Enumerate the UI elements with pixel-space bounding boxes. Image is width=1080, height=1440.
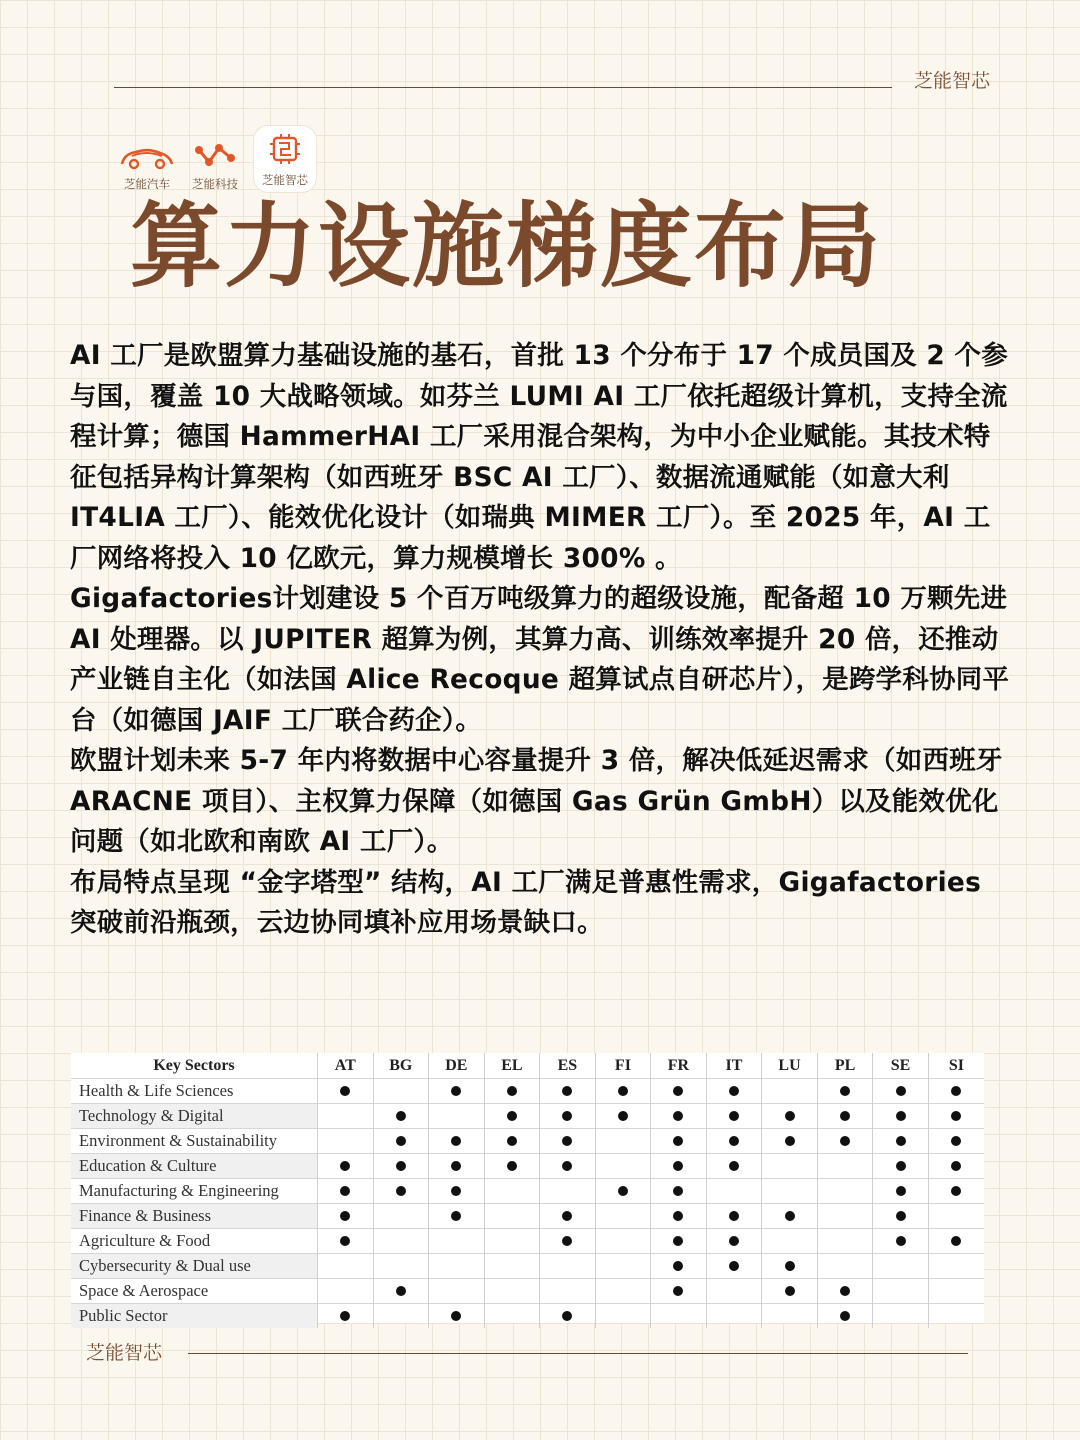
coverage-dot (396, 1111, 406, 1121)
table-cell (484, 1279, 540, 1304)
coverage-dot (840, 1136, 850, 1146)
table-cell (595, 1304, 651, 1329)
sector-name: Cybersecurity & Dual use (71, 1254, 318, 1279)
coverage-dot (673, 1136, 683, 1146)
logo-tech-label: 芝能科技 (192, 177, 238, 191)
table-cell (873, 1129, 929, 1154)
coverage-dot (396, 1186, 406, 1196)
coverage-dot (507, 1136, 517, 1146)
page-title: 算力设施梯度布局 (130, 193, 883, 300)
chip-icon (267, 132, 303, 166)
table-cell (817, 1279, 873, 1304)
table-cell (484, 1104, 540, 1129)
coverage-dot (785, 1211, 795, 1221)
table-cell (928, 1154, 984, 1179)
coverage-dot (896, 1136, 906, 1146)
coverage-dot (896, 1161, 906, 1171)
coverage-dot (840, 1311, 850, 1321)
table-cell (762, 1154, 818, 1179)
logo-chip-label: 芝能智芯 (262, 173, 308, 187)
coverage-dot (673, 1211, 683, 1221)
coverage-dot (673, 1236, 683, 1246)
coverage-dot (896, 1211, 906, 1221)
table-cell (928, 1104, 984, 1129)
table-cell (928, 1179, 984, 1204)
table-header-country: PL (817, 1053, 873, 1079)
table-cell (595, 1279, 651, 1304)
coverage-dot (451, 1186, 461, 1196)
table-cell (762, 1304, 818, 1329)
table-cell (651, 1279, 707, 1304)
paragraph-gigafactories: Gigafactories计划建设 5 个百万吨级算力的超级设施，配备超 10 万颗先进 AI 处理器。以 JUPITER 超算为例，其算力高、训练效率提升 20 倍，还推动产业链自主化（如法国 Alice Recoque 超算试点自研芯片），是跨学科协同平台（如德国 JAIF 工厂联合药企）。 (70, 583, 1010, 736)
coverage-dot (673, 1261, 683, 1271)
table-cell (651, 1204, 707, 1229)
coverage-dot (618, 1086, 628, 1096)
coverage-dot (951, 1186, 961, 1196)
table-cell (928, 1204, 984, 1229)
table-cell (651, 1104, 707, 1129)
table-cell (373, 1304, 429, 1329)
coverage-dot (951, 1161, 961, 1171)
paragraph-layout: 布局特点呈现 “金字塔型” 结构，AI 工厂满足普惠性需求，Gigafactories 突破前沿瓶颈，云边协同填补应用场景缺口。 (70, 866, 982, 938)
table-cell (651, 1229, 707, 1254)
coverage-dot (451, 1161, 461, 1171)
paragraph-datacenter: 欧盟计划未来 5-7 年内将数据中心容量提升 3 倍，解决低延迟需求（如西班牙 ARACNE 项目）、主权算力保障（如德国 Gas Grün GmbH）以及能效优化问题（如北欧和南欧 AI 工厂）。 (70, 745, 1003, 857)
table-cell (540, 1179, 596, 1204)
table-cell (429, 1204, 485, 1229)
table-cell (318, 1104, 374, 1129)
table-cell (373, 1179, 429, 1204)
coverage-dot (729, 1211, 739, 1221)
coverage-dot (562, 1236, 572, 1246)
table-cell (873, 1279, 929, 1304)
coverage-dot (673, 1161, 683, 1171)
sector-name: Manufacturing & Engineering (71, 1179, 318, 1204)
coverage-dot (451, 1136, 461, 1146)
table-cell (706, 1304, 762, 1329)
footer-brand: 芝能智芯 (86, 1342, 163, 1364)
coverage-dot (896, 1186, 906, 1196)
table-cell (373, 1079, 429, 1104)
table-header-country: SI (928, 1053, 984, 1079)
table-cell (817, 1129, 873, 1154)
sector-name: Finance & Business (71, 1204, 318, 1229)
coverage-dot (562, 1111, 572, 1121)
car-icon (118, 144, 176, 170)
table-cell (540, 1304, 596, 1329)
bottom-divider (188, 1353, 968, 1354)
table-cell (762, 1104, 818, 1129)
table-cell (429, 1279, 485, 1304)
table-cell (373, 1279, 429, 1304)
table-row (71, 1154, 984, 1179)
table-cell (873, 1254, 929, 1279)
coverage-dot (562, 1311, 572, 1321)
table-cell (540, 1229, 596, 1254)
coverage-dot (396, 1286, 406, 1296)
paragraph-ai-factories: AI 工厂是欧盟算力基础设施的基石，首批 13 个分布于 17 个成员国及 2 个参与国，覆盖 10 大战略领域。如芬兰 LUMI AI 工厂依托超级计算机，支持全流程计算；德国 HammerHAI 工厂采用混合架构，为中小企业赋能。其技术特征包括异构计算架构（如西班牙 BSC AI 工厂）、数据流通赋能（如意大利 IT4LIA 工厂）、能效优化设计（如瑞典 MIMER 工厂）。至 2025 年，AI 工厂网络将投入 10 亿欧元，算力规模增长 300% 。 (70, 340, 1008, 574)
coverage-dot (840, 1286, 850, 1296)
table-cell (484, 1179, 540, 1204)
coverage-dot (951, 1136, 961, 1146)
table-cell (595, 1254, 651, 1279)
table-cell (318, 1204, 374, 1229)
coverage-dot (507, 1111, 517, 1121)
table-row (71, 1179, 984, 1204)
table-row (71, 1104, 984, 1129)
table-cell (817, 1254, 873, 1279)
table-cell (484, 1079, 540, 1104)
logo-auto-label: 芝能汽车 (124, 177, 170, 191)
logo-tech (192, 140, 238, 192)
table-cell (429, 1104, 485, 1129)
table-body (71, 1079, 984, 1329)
table-cell (429, 1079, 485, 1104)
coverage-dot (673, 1186, 683, 1196)
table-header-country: FR (651, 1053, 707, 1079)
coverage-dot (451, 1311, 461, 1321)
coverage-dot (562, 1211, 572, 1221)
table-cell (651, 1304, 707, 1329)
table-cell (651, 1079, 707, 1104)
table-row (71, 1304, 984, 1329)
table-cell (873, 1154, 929, 1179)
table-cell (762, 1254, 818, 1279)
table-cell (762, 1179, 818, 1204)
sector-name: Environment & Sustainability (71, 1129, 318, 1154)
table-cell (873, 1179, 929, 1204)
table-cell (429, 1304, 485, 1329)
sector-name: Technology & Digital (71, 1104, 318, 1129)
table-cell (873, 1104, 929, 1129)
table-cell (706, 1279, 762, 1304)
table-header-row (71, 1053, 984, 1079)
sector-name: Public Sector (71, 1304, 318, 1329)
table-cell (817, 1204, 873, 1229)
table-cell (540, 1279, 596, 1304)
table-cell (762, 1129, 818, 1154)
table-header-country: FI (595, 1053, 651, 1079)
coverage-dot (340, 1211, 350, 1221)
coverage-dot (451, 1086, 461, 1096)
coverage-dot (729, 1161, 739, 1171)
coverage-dot (340, 1186, 350, 1196)
table-cell (817, 1079, 873, 1104)
coverage-dot (340, 1311, 350, 1321)
coverage-dot (618, 1111, 628, 1121)
table-cell (484, 1254, 540, 1279)
coverage-dot (729, 1236, 739, 1246)
coverage-dot (951, 1111, 961, 1121)
table-cell (651, 1254, 707, 1279)
coverage-dot (340, 1161, 350, 1171)
coverage-dot (729, 1111, 739, 1121)
table-header-country: BG (373, 1053, 429, 1079)
table-cell (373, 1204, 429, 1229)
table-cell (318, 1129, 374, 1154)
coverage-dot (840, 1086, 850, 1096)
coverage-dot (896, 1111, 906, 1121)
table-cell (706, 1104, 762, 1129)
table-cell (373, 1229, 429, 1254)
table-cell (928, 1254, 984, 1279)
table-header-country: LU (762, 1053, 818, 1079)
table-cell (928, 1304, 984, 1329)
table-cell (651, 1154, 707, 1179)
table-row (71, 1279, 984, 1304)
table-cell (429, 1129, 485, 1154)
table-cell (817, 1104, 873, 1129)
sector-name: Education & Culture (71, 1154, 318, 1179)
table-cell (373, 1154, 429, 1179)
table-cell (540, 1154, 596, 1179)
table-cell (318, 1254, 374, 1279)
table-cell (706, 1254, 762, 1279)
logo-row (118, 126, 316, 192)
table-cell (595, 1104, 651, 1129)
table-cell (595, 1179, 651, 1204)
table-cell (928, 1229, 984, 1254)
coverage-dot (951, 1086, 961, 1096)
sector-name: Agriculture & Food (71, 1229, 318, 1254)
table-cell (706, 1079, 762, 1104)
table-cell (595, 1229, 651, 1254)
coverage-dot (785, 1111, 795, 1121)
coverage-dot (673, 1086, 683, 1096)
coverage-dot (673, 1111, 683, 1121)
table-cell (429, 1179, 485, 1204)
table-cell (873, 1304, 929, 1329)
table-row (71, 1204, 984, 1229)
table-cell (373, 1254, 429, 1279)
table-cell (484, 1304, 540, 1329)
sector-name: Health & Life Sciences (71, 1079, 318, 1104)
table-cell (817, 1229, 873, 1254)
table-cell (318, 1229, 374, 1254)
table-cell (318, 1304, 374, 1329)
table-cell (373, 1104, 429, 1129)
table-cell (706, 1154, 762, 1179)
table-cell (762, 1204, 818, 1229)
coverage-dot (562, 1086, 572, 1096)
table-row (71, 1079, 984, 1104)
table-cell (318, 1079, 374, 1104)
article-body (70, 336, 1015, 944)
table-cell (651, 1179, 707, 1204)
table-cell (873, 1204, 929, 1229)
table-cell (706, 1129, 762, 1154)
coverage-dot (896, 1086, 906, 1096)
table-row (71, 1254, 984, 1279)
table-cell (928, 1129, 984, 1154)
top-divider (114, 87, 892, 88)
table-header-sectors: Key Sectors (153, 1056, 235, 1074)
coverage-dot (729, 1086, 739, 1096)
table-cell (540, 1204, 596, 1229)
table-cell (484, 1129, 540, 1154)
coverage-dot (507, 1086, 517, 1096)
sector-name: Space & Aerospace (71, 1279, 318, 1304)
coverage-dot (562, 1136, 572, 1146)
table-cell (651, 1129, 707, 1154)
table-cell (928, 1279, 984, 1304)
table-cell (540, 1129, 596, 1154)
table-cell (540, 1079, 596, 1104)
table-header-country: ES (540, 1053, 596, 1079)
coverage-dot (729, 1136, 739, 1146)
coverage-dot (785, 1136, 795, 1146)
table-cell (429, 1154, 485, 1179)
table-cell (540, 1104, 596, 1129)
table-header-country: IT (706, 1053, 762, 1079)
coverage-dot (951, 1236, 961, 1246)
table-row (71, 1129, 984, 1154)
coverage-dot (507, 1161, 517, 1171)
table-header-country: SE (873, 1053, 929, 1079)
table-cell (762, 1079, 818, 1104)
coverage-dot (396, 1136, 406, 1146)
table-cell (595, 1129, 651, 1154)
coverage-dot (340, 1086, 350, 1096)
header-brand: 芝能智芯 (914, 70, 991, 92)
sector-table-container (71, 1053, 984, 1323)
table-cell (928, 1079, 984, 1104)
coverage-dot (896, 1236, 906, 1246)
table-cell (540, 1254, 596, 1279)
table-cell (595, 1154, 651, 1179)
table-cell (484, 1229, 540, 1254)
table-header-country: EL (484, 1053, 540, 1079)
coverage-dot (396, 1161, 406, 1171)
logo-chip (254, 126, 316, 192)
table-cell (706, 1204, 762, 1229)
coverage-dot (785, 1286, 795, 1296)
table-cell (873, 1229, 929, 1254)
table-cell (318, 1279, 374, 1304)
table-cell (817, 1304, 873, 1329)
coverage-dot (340, 1236, 350, 1246)
table-cell (484, 1154, 540, 1179)
coverage-dot (562, 1161, 572, 1171)
table-cell (429, 1254, 485, 1279)
coverage-dot (451, 1211, 461, 1221)
table-cell (318, 1154, 374, 1179)
table-cell (817, 1179, 873, 1204)
table-cell (373, 1129, 429, 1154)
table-cell (595, 1204, 651, 1229)
coverage-dot (840, 1111, 850, 1121)
sector-country-table (71, 1053, 984, 1328)
logo-auto (118, 144, 176, 192)
molecule-icon (193, 140, 237, 170)
table-row (71, 1229, 984, 1254)
table-header-country: DE (429, 1053, 485, 1079)
table-cell (817, 1154, 873, 1179)
table-cell (873, 1079, 929, 1104)
coverage-dot (785, 1261, 795, 1271)
table-cell (484, 1204, 540, 1229)
coverage-dot (673, 1286, 683, 1296)
coverage-dot (618, 1186, 628, 1196)
table-header-country: AT (318, 1053, 374, 1079)
table-cell (762, 1229, 818, 1254)
table-cell (318, 1179, 374, 1204)
table-cell (429, 1229, 485, 1254)
table-cell (595, 1079, 651, 1104)
table-cell (706, 1229, 762, 1254)
table-cell (706, 1179, 762, 1204)
table-cell (762, 1279, 818, 1304)
coverage-dot (729, 1261, 739, 1271)
